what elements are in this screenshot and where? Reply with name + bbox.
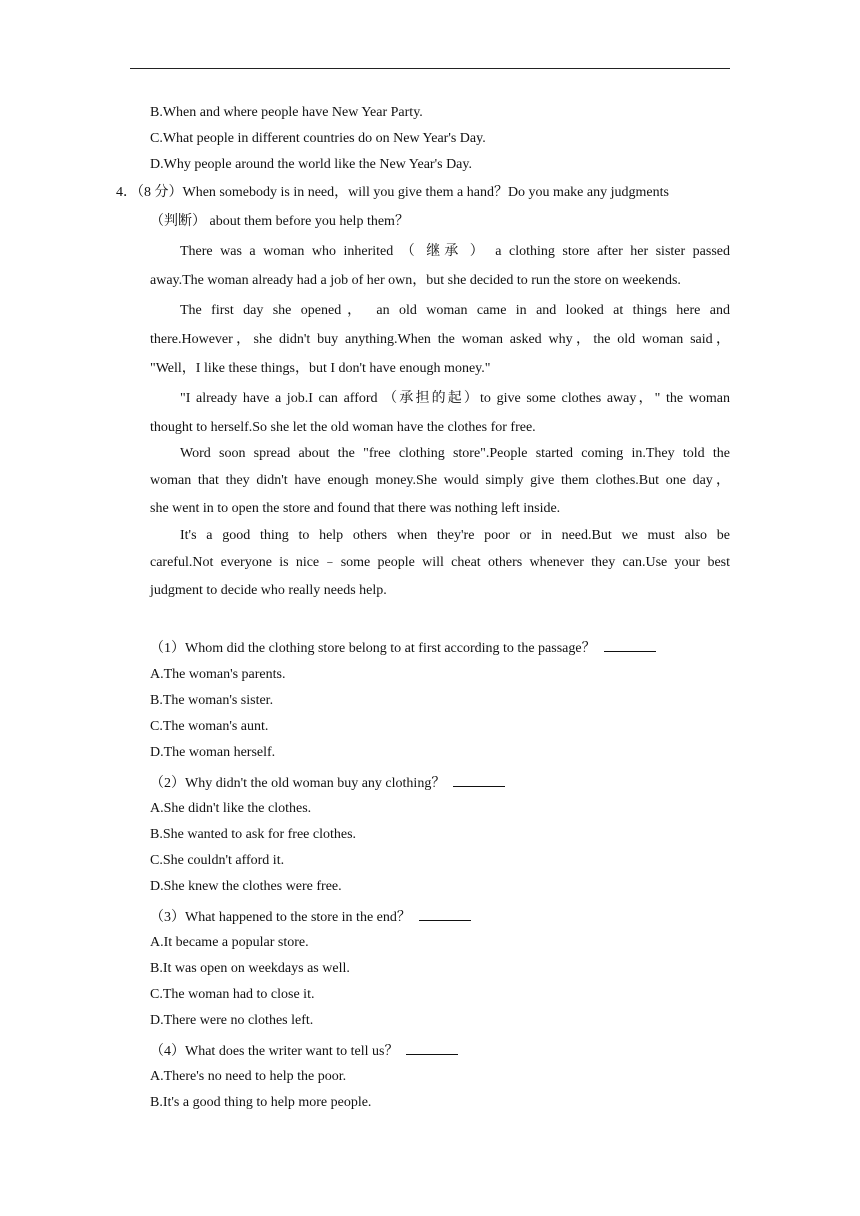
- passage-line: careful.Not everyone is nice﹣some people will cheat others whenever they can.Use your best: [150, 555, 730, 570]
- passage-line: thought to herself.So she let the old woman have the clothes for free.: [150, 420, 536, 435]
- sub-question-3: [150, 906, 471, 927]
- prev-option-b: B.When and where people have New Year Party.: [150, 105, 423, 120]
- sub-question-4: [150, 1040, 458, 1061]
- answer-blank[interactable]: [419, 906, 471, 921]
- passage-line: judgment to decide who really needs help.: [150, 583, 387, 598]
- option: D.The woman herself.: [150, 745, 276, 760]
- passage-line: "I already have a job.I can afford （承担的起）to give some clothes away，" the woman: [180, 391, 730, 406]
- passage-line: There was a woman who inherited （ 继承 ） a clothing store after her sister passed: [180, 244, 730, 259]
- option: A.She didn't like the clothes.: [150, 801, 312, 816]
- option: B.She wanted to ask for free clothes.: [150, 827, 357, 842]
- prev-option-d: D.Why people around the world like the New Year's Day.: [150, 157, 472, 172]
- question-intro-line2: （判断） about them before you help them？: [150, 214, 409, 229]
- passage-line: Word soon spread about the "free clothing store".People started coming in.They told the: [180, 446, 730, 461]
- question-points: （8 分）: [137, 185, 183, 200]
- answer-blank[interactable]: [604, 637, 656, 652]
- option: C.She couldn't afford it.: [150, 853, 285, 868]
- sub-question-stem: （3）What happened to the store in the end？: [150, 910, 411, 925]
- prev-option-c: C.What people in different countries do on New Year's Day.: [150, 131, 486, 146]
- passage-line: away.The woman already had a job of her own，but she decided to run the store on weekends.: [150, 273, 681, 288]
- sub-question-stem: （4）What does the writer want to tell us？: [150, 1044, 399, 1059]
- option: A.There's no need to help the poor.: [150, 1069, 347, 1084]
- passage-line: woman that they didn't have enough money.She would simply give them clothes.But one day，: [150, 473, 730, 488]
- option: D.She knew the clothes were free.: [150, 879, 342, 894]
- option: D.There were no clothes left.: [150, 1013, 314, 1028]
- option: A.The woman's parents.: [150, 667, 286, 682]
- passage-line: It's a good thing to help others when they're poor or in need.But we must also be: [180, 528, 730, 543]
- answer-blank[interactable]: [453, 772, 505, 787]
- question-intro-line1: When somebody is in need，will you give them a hand？Do you make any judgments: [182, 185, 669, 200]
- sub-question-stem: （1）Whom did the clothing store belong to at first according to the passage？: [150, 641, 596, 656]
- option: C.The woman's aunt.: [150, 719, 269, 734]
- sub-question-stem: （2）Why didn't the old woman buy any clothing？: [150, 776, 446, 791]
- question-4-header: [116, 184, 669, 202]
- passage-line: The first day she opened， an old woman came in and looked at things here and: [180, 303, 730, 318]
- passage-line: she went in to open the store and found that there was nothing left inside.: [150, 501, 561, 516]
- sub-question-2: [150, 772, 505, 793]
- sub-question-1: [150, 637, 656, 658]
- header-rule: [130, 68, 730, 69]
- passage-line: there.However，she didn't buy anything.When the woman asked why，the old woman said，: [150, 332, 730, 347]
- question-number: 4．: [116, 185, 137, 200]
- answer-blank[interactable]: [406, 1040, 458, 1055]
- passage-line: "Well，I like these things，but I don't have enough money.": [150, 361, 491, 376]
- option: B.The woman's sister.: [150, 693, 274, 708]
- option: B.It's a good thing to help more people.: [150, 1095, 372, 1110]
- option: C.The woman had to close it.: [150, 987, 315, 1002]
- option: A.It became a popular store.: [150, 935, 309, 950]
- option: B.It was open on weekdays as well.: [150, 961, 350, 976]
